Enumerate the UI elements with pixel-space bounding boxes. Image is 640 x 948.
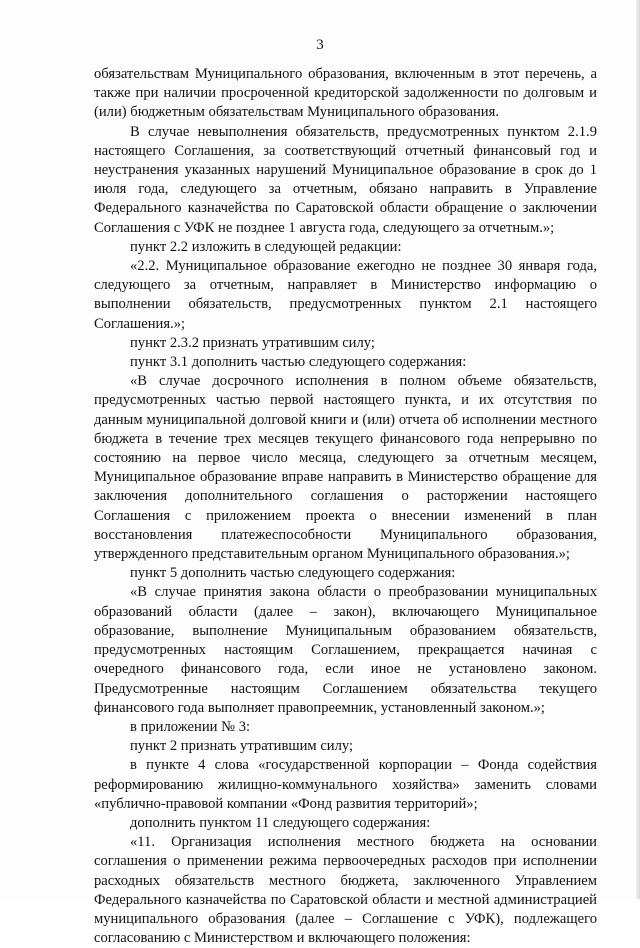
paragraph: В случае невыполнения обязательств, предусмотренных пунктом 2.1.9 настоящего Соглашения, за соответствующий отчетный финансовый год и неустранения указанных нарушений Муниципальное образование в срок до 1 июля года, следующего за отчетным, обязано направить в Управление Федерального казначейства по Саратовской области обращение о заключении Соглашения с УФК не позднее 1 августа года, следующего за отчетным.»; <box>94 123 597 236</box>
paragraph: обязательствам Муниципального образования, включенным в этот перечень, а также при наличии просроченной кредиторской задолженности по долговым и (или) бюджетным обязательствам Муниципального образования. <box>94 66 597 121</box>
paragraph: в пункте 4 слова «государственной корпорации – Фонда содействия реформированию жилищно-коммунального хозяйства» заменить словами «публично-правовой компании «Фонд развития территорий»; <box>94 757 597 812</box>
paragraph: пункт 2.3.2 признать утратившим силу; <box>130 334 375 351</box>
paragraph: пункт 2 признать утратившим силу; <box>130 738 354 755</box>
paragraph: «В случае досрочного исполнения в полном объеме обязательств, предусмотренных частью первой настоящего пункта, и их отсутствия по данным муниципальной долговой книги и (или) отчета об исполнении местного бюджета в течение трех месяцев текущего финансового года непрерывно по состоянию на первое число месяца, следующего за отчетным месяцем, Муниципальное образование вправе направить в Министерство обращение для заключения дополнительного соглашения о расторжении настоящего Соглашения с приложением проекта о внесении изменений в план восстановления платежеспособности Муниципального образования, утвержденного представительным органом Муниципального образования.»; <box>94 373 597 563</box>
paragraph: пункт 3.1 дополнить частью следующего содержания: <box>130 354 467 371</box>
paragraph: пункт 2.2 изложить в следующей редакции: <box>130 238 402 255</box>
paragraph: «11. Организация исполнения местного бюджета на основании соглашения о применении режима первоочередных расходов при исполнении расходных обязательств местного бюджета, заключенного Управлением Федерального казначейства по Саратовской области и местной администрацией муниципального образования (далее – Соглашение с УФК), подлежащего согласованию с Министерством и включающего положения: <box>94 834 597 947</box>
paragraph: «2.2. Муниципальное образование ежегодно не позднее 30 января года, следующего за отчетным, направляет в Министерство информацию о выполнении обязательств, предусмотренных пунктом 2.1 настоящего Соглашения.»; <box>94 258 597 332</box>
paragraph: «В случае принятия закона области о преобразовании муниципальных образований области (далее – закон), включающего Муниципальное образование, выполнение Муниципальным образованием обязательств, предусмотренных настоящим Соглашением, прекращается начиная с очередного финансового года, если иное не установлено законом. Предусмотренные настоящим Соглашением обязательства текущего финансового года выполняет правопреемник, установленный законом.»; <box>94 584 597 716</box>
paragraph: пункт 5 дополнить частью следующего содержания: <box>130 565 456 582</box>
paragraph: в приложении № 3: <box>130 718 251 735</box>
document-body <box>94 65 597 948</box>
paragraph: дополнить пунктом 11 следующего содержания: <box>130 814 431 831</box>
scan-edge <box>636 0 640 899</box>
page-number: 3 <box>316 37 324 53</box>
